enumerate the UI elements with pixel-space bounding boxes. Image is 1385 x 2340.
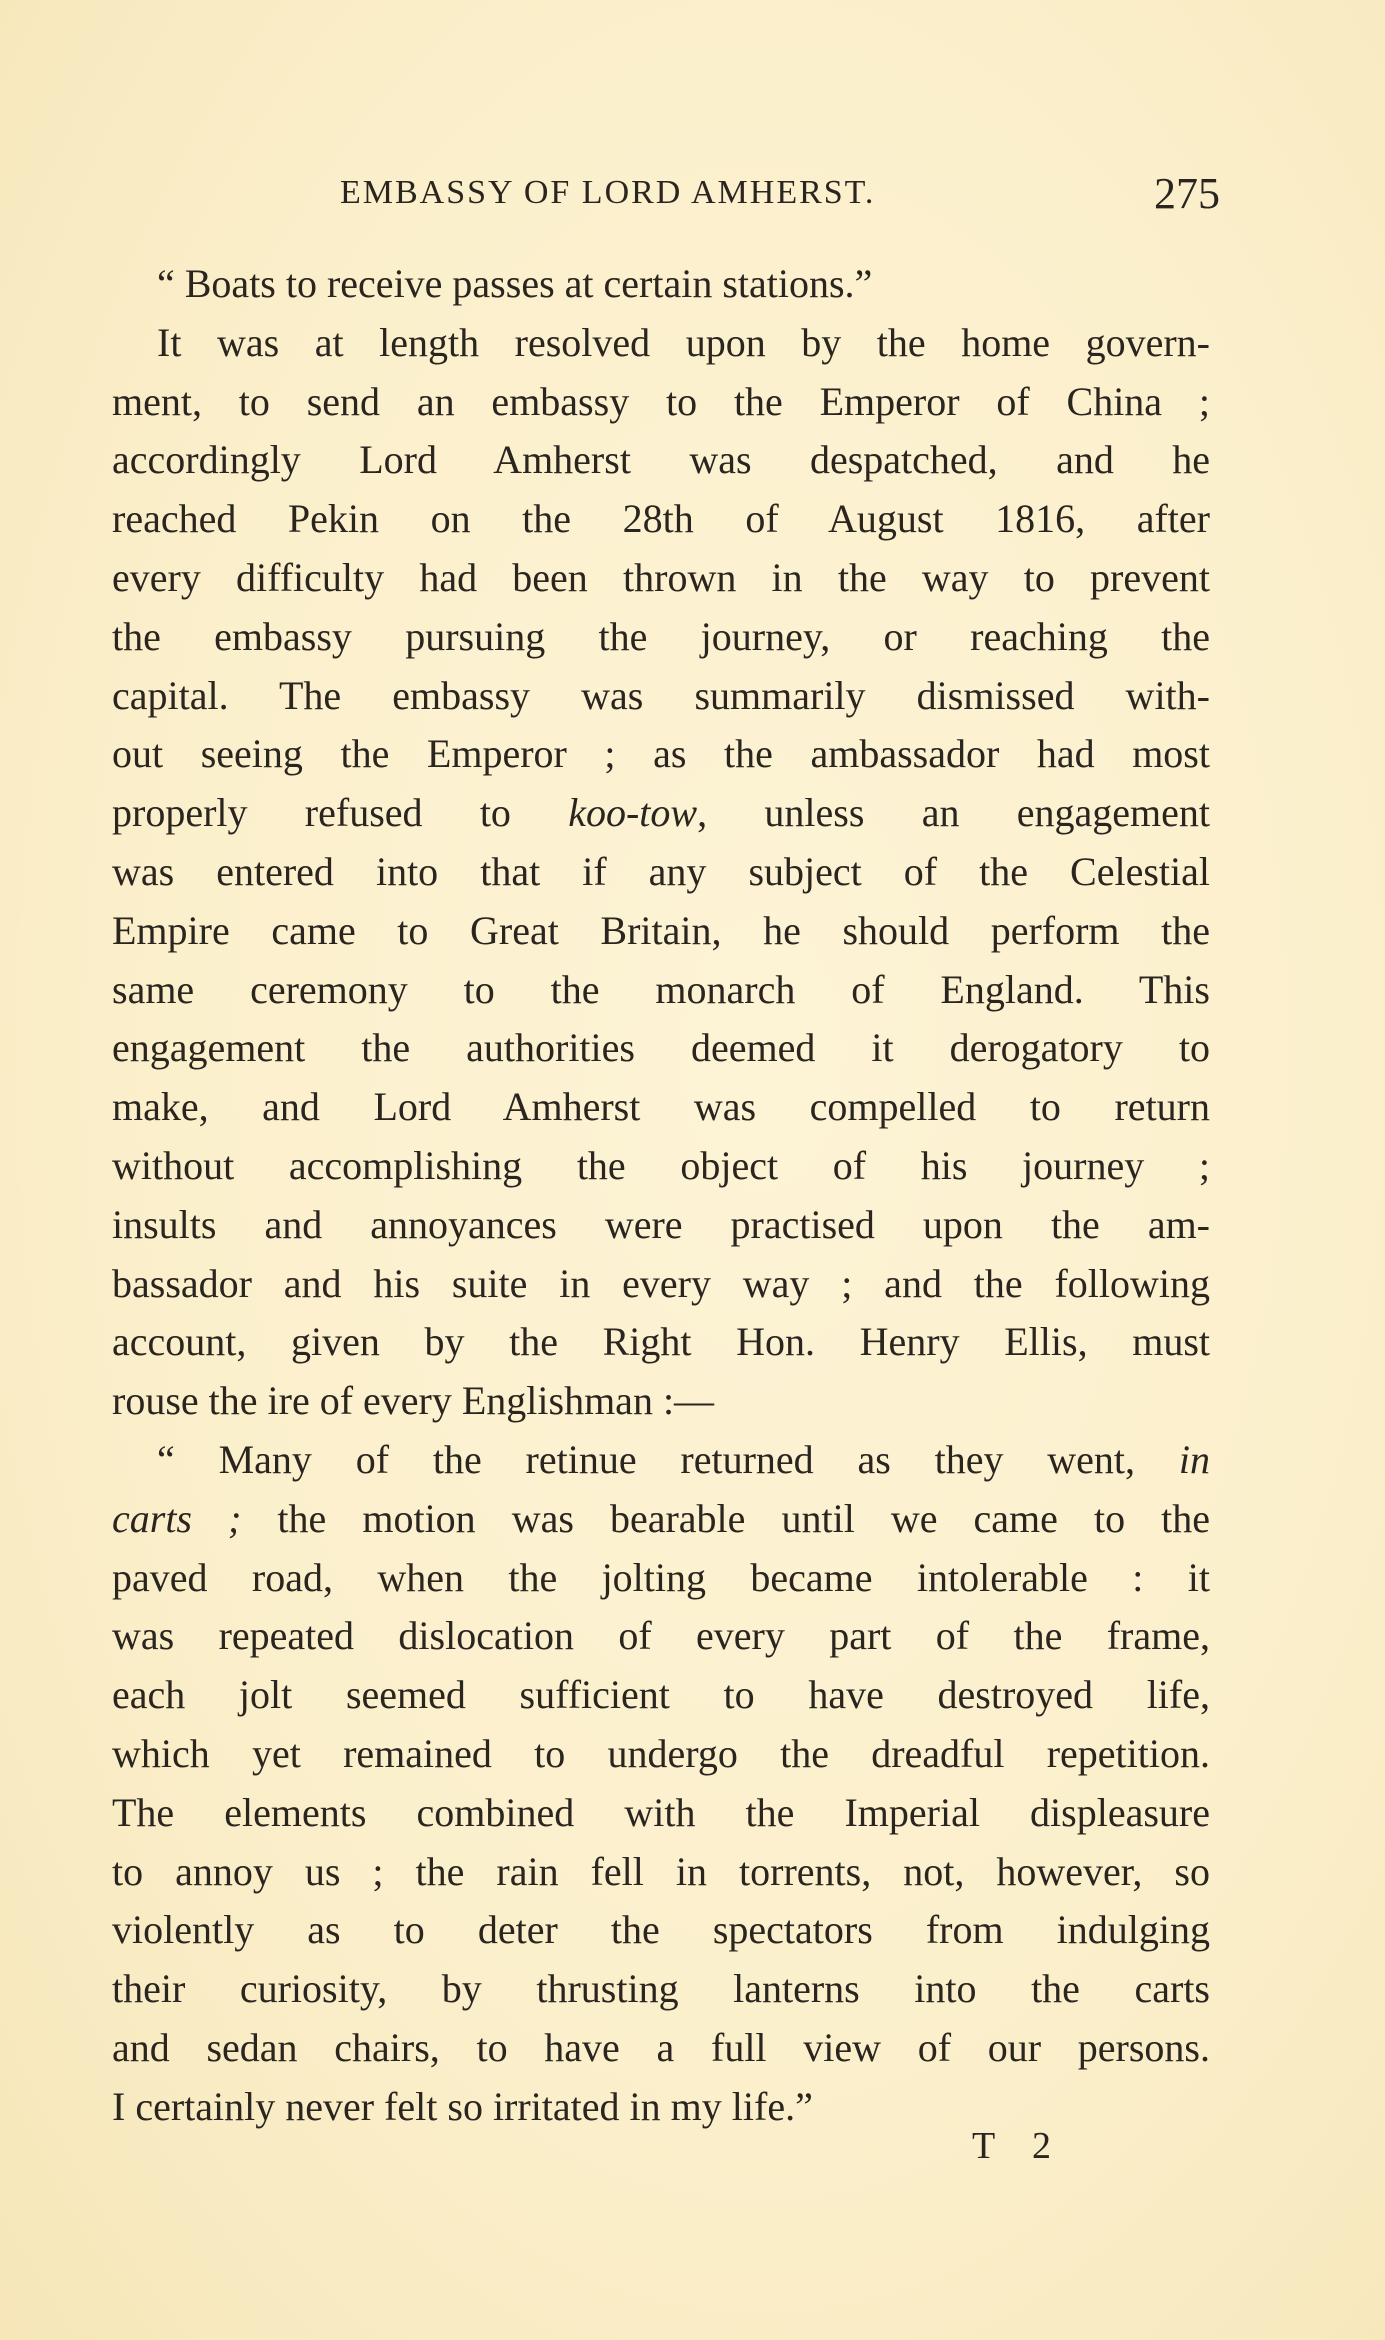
text-line-content: bassador and his suite in every way ; and the following bbox=[112, 1260, 1210, 1306]
text-line-content: , unless an engagement bbox=[697, 790, 1210, 836]
text-line-content: without accomplishing the object of his journey ; bbox=[112, 1142, 1210, 1188]
text-line-content: out seeing the Emperor ; as the ambassador had most bbox=[112, 731, 1210, 777]
italic-text: carts ; bbox=[112, 1495, 242, 1541]
text-line bbox=[112, 1137, 1210, 1196]
text-line-content: “ Boats to receive passes at certain stations.” bbox=[157, 261, 873, 306]
text-line-content: accordingly Lord Amherst was despatched, and he bbox=[112, 437, 1210, 483]
text-line-content: to annoy us ; the rain fell in torrents, not, however, so bbox=[112, 1848, 1210, 1894]
text-line bbox=[112, 1666, 1210, 1725]
text-line bbox=[112, 843, 1210, 902]
text-line bbox=[112, 1784, 1210, 1843]
text-line bbox=[112, 1843, 1210, 1902]
text-line-content: insults and annoyances were practised upon the am- bbox=[112, 1201, 1210, 1247]
text-line bbox=[112, 373, 1210, 432]
text-line bbox=[112, 1725, 1210, 1784]
text-line bbox=[112, 1078, 1210, 1137]
text-line-content: I certainly never felt so irritated in my life.” bbox=[112, 2083, 813, 2129]
page-number: 275 bbox=[1154, 169, 1220, 218]
text-line-content: paved road, when the jolting became intolerable : it bbox=[112, 1554, 1210, 1600]
text-line-content: reached Pekin on the 28th of August 1816, after bbox=[112, 496, 1210, 542]
text-line bbox=[112, 961, 1210, 1020]
italic-text: koo-tow bbox=[568, 790, 698, 836]
text-line bbox=[112, 784, 1210, 843]
text-line bbox=[112, 1490, 1210, 1549]
text-line-content: each jolt seemed sufficient to have destroyed life, bbox=[112, 1672, 1210, 1718]
text-line-content: It was at length resolved upon by the home govern- bbox=[157, 319, 1210, 365]
text-line-content: Empire came to Great Britain, he should perform the bbox=[112, 907, 1210, 953]
body-text bbox=[112, 255, 1210, 2137]
text-line bbox=[112, 2019, 1210, 2078]
text-line-content: same ceremony to the monarch of England. This bbox=[112, 966, 1210, 1012]
text-line-content: The elements combined with the Imperial displeasure bbox=[112, 1789, 1210, 1835]
text-line bbox=[112, 1960, 1210, 2019]
text-line bbox=[112, 431, 1210, 490]
text-line bbox=[112, 1549, 1210, 1608]
text-line-content: was entered into that if any subject of the Celestial bbox=[112, 848, 1210, 894]
text-line bbox=[112, 1019, 1210, 1078]
text-line bbox=[112, 608, 1210, 667]
text-line bbox=[112, 1607, 1210, 1666]
signature-mark: T 2 bbox=[972, 2125, 1066, 2167]
text-line-content: their curiosity, by thrusting lanterns into the carts bbox=[112, 1966, 1210, 2012]
text-line-content: engagement the authorities deemed it derogatory to bbox=[112, 1025, 1210, 1071]
text-line-content: every difficulty had been thrown in the way to prevent bbox=[112, 554, 1210, 600]
text-line-content: account, given by the Right Hon. Henry Ellis, must bbox=[112, 1319, 1210, 1365]
page-header bbox=[340, 168, 1220, 228]
text-line bbox=[112, 1196, 1210, 1255]
text-line-content: was repeated dislocation of every part of the frame, bbox=[112, 1613, 1210, 1659]
text-line bbox=[112, 1901, 1210, 1960]
text-line bbox=[112, 1313, 1210, 1372]
text-line-content: the motion was bearable until we came to the bbox=[241, 1495, 1210, 1541]
text-line bbox=[112, 902, 1210, 961]
text-line-content: ment, to send an embassy to the Emperor of China ; bbox=[112, 378, 1210, 424]
text-line bbox=[112, 1431, 1210, 1490]
text-line-content: which yet remained to undergo the dreadful repetition. bbox=[112, 1730, 1210, 1776]
text-line-content: “ Many of the retinue returned as they went, bbox=[157, 1436, 1179, 1482]
running-title: EMBASSY OF LORD AMHERST. bbox=[340, 174, 876, 211]
text-line-content: the embassy pursuing the journey, or reaching the bbox=[112, 613, 1210, 659]
text-line-content: rouse the ire of every Englishman :— bbox=[112, 1378, 715, 1424]
text-line-content: and sedan chairs, to have a full view of our persons. bbox=[112, 2024, 1210, 2070]
text-line-content: violently as to deter the spectators from indulging bbox=[112, 1907, 1210, 1953]
text-line bbox=[112, 490, 1210, 549]
text-line bbox=[112, 314, 1210, 373]
text-line bbox=[112, 725, 1210, 784]
text-line bbox=[112, 549, 1210, 608]
text-line bbox=[112, 667, 1210, 726]
text-line bbox=[112, 1255, 1210, 1314]
text-line-content: make, and Lord Amherst was compelled to return bbox=[112, 1084, 1210, 1130]
text-line-content: capital. The embassy was summarily dismissed with- bbox=[112, 672, 1210, 718]
text-line bbox=[112, 255, 1210, 314]
text-line bbox=[112, 1372, 1210, 1431]
text-line-content: properly refused to bbox=[112, 790, 569, 836]
italic-text: in bbox=[1178, 1436, 1210, 1482]
